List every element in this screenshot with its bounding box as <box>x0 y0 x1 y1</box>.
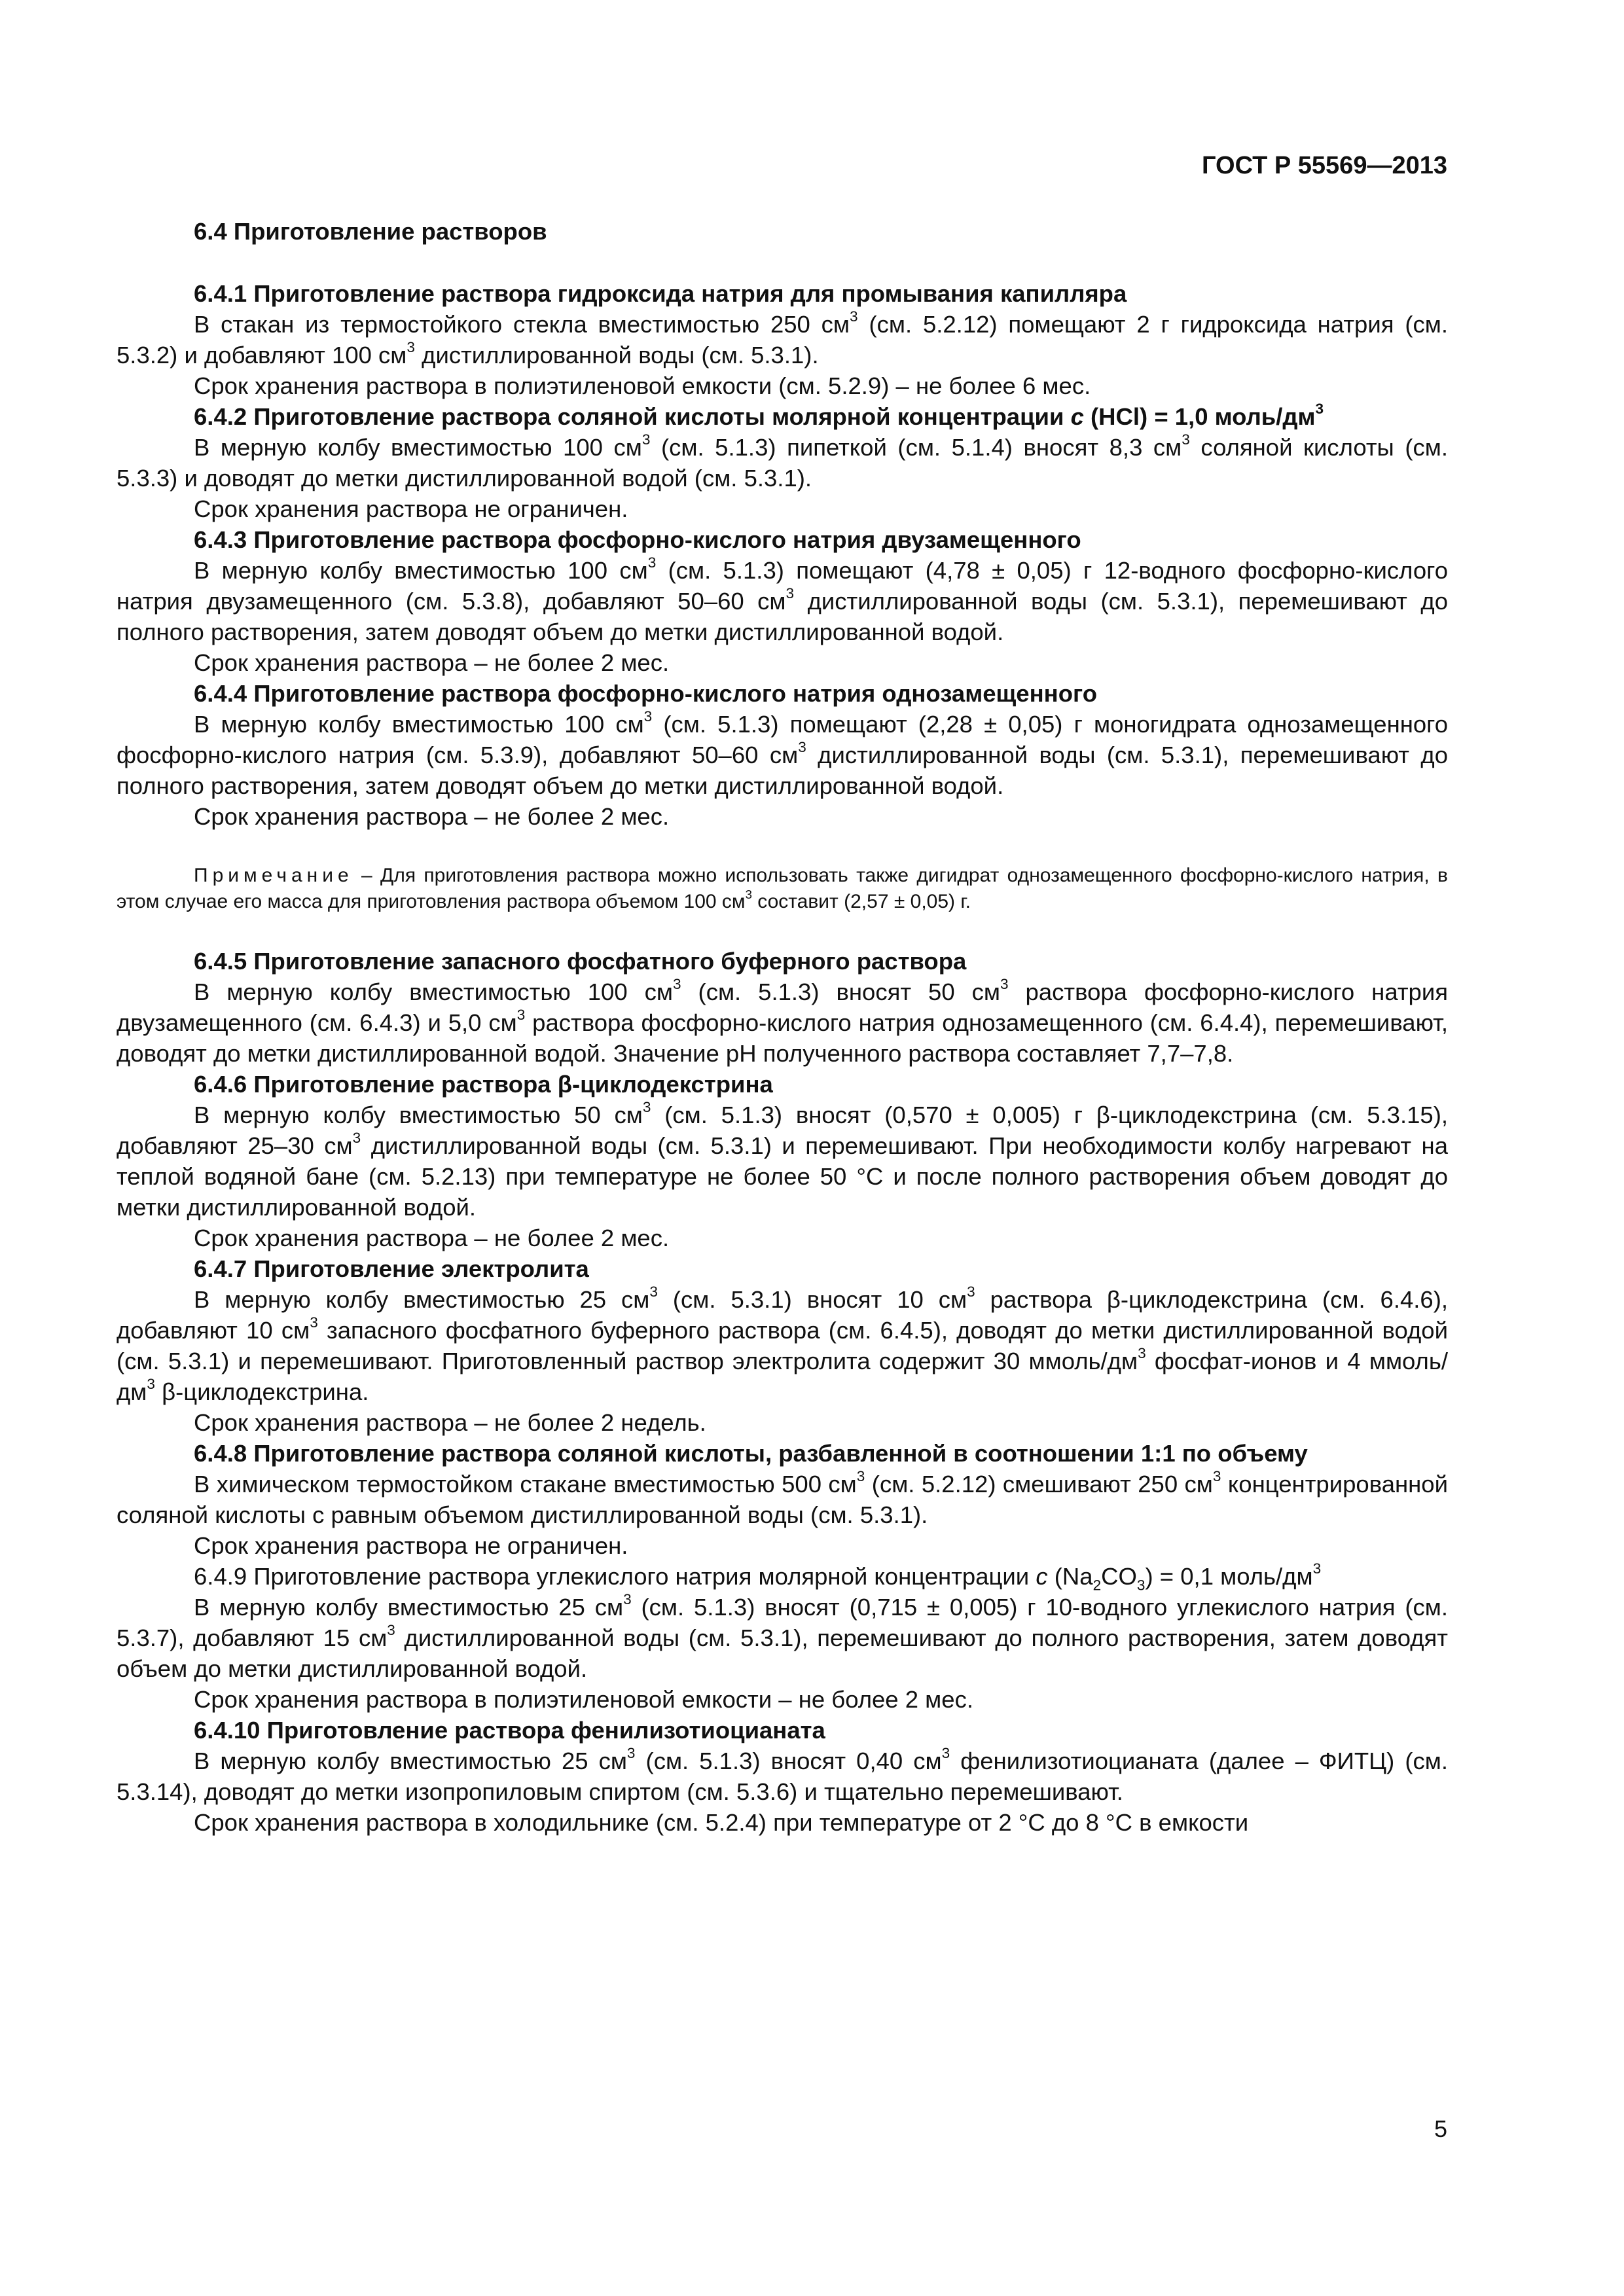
storage-note: Срок хранения раствора в полиэтиленовой емкости – не более 2 мес. <box>194 1686 973 1713</box>
storage-note: Срок хранения раствора не ограничен. <box>194 495 628 522</box>
storage-note: Срок хранения раствора – не более 2 недель. <box>194 1409 706 1436</box>
storage-note: Срок хранения раствора – не более 2 мес. <box>194 649 670 676</box>
note-label: Примечание <box>194 865 353 886</box>
document-code: ГОСТ Р 55569—2013 <box>1202 152 1447 179</box>
paragraph: В мерную колбу вместимостью 100 $см^3$ (см. 5.1.3) вносят 50 $см^3$ раствора фосфорно-кислого натрия двузамещенного (см. 6.4.3) и 5,0 $см^3$ раствора фосфорно-кислого натрия однозамещенного (см. 6.4.4), перемешивают, доводят до метки дистиллированной водой. Значение pH полученного раствора составляет 7,7–7,8. <box>117 976 1448 1067</box>
section-title: 6.4 Приготовление растворов <box>194 218 547 245</box>
paragraph: В мерную колбу вместимостью 100 $см^3$ (см. 5.1.3) помещают (2,28 ± 0,05) г моногидрата однозамещенного фосфорно-кислого натрия (см. 5.3.9), добавляют 50–60 $см^3$ дистиллированной воды (см. 5.3.1), перемешивают до полного растворения, затем доводят объем до метки дистиллированной водой. <box>117 708 1448 799</box>
subsection-title-6-4-8: 6.4.8 Приготовление раствора соляной кислоты, разбавленной в соотношении 1:1 по объему <box>194 1440 1308 1467</box>
storage-note: Срок хранения раствора – не более 2 мес. <box>194 1225 670 1251</box>
storage-note: Срок хранения раствора – не более 2 мес. <box>194 803 670 830</box>
paragraph: В мерную колбу вместимостью 100 $см^3$ (см. 5.1.3) помещают (4,78 ± 0,05) г 12-водного фосфорно-кислого натрия двузамещенного (см. 5.3.8), добавляют 50–60 $см^3$ дистиллированной воды (см. 5.3.1), перемешивают до полного растворения, затем доводят объем до метки дистиллированной водой. <box>117 554 1448 645</box>
paragraph: В мерную колбу вместимостью 100 $см^3$ (см. 5.1.3) пипеткой (см. 5.1.4) вносят 8,3 $см^3$ соляной кислоты (см. 5.3.3) и доводят до метки дистиллированной водой (см. 5.3.1). <box>117 431 1448 492</box>
paragraph: В мерную колбу вместимостью 50 $см^3$ (см. 5.1.3) вносят (0,570 ± 0,005) г β-циклодекстрина (см. 5.3.15), добавляют 25–30 $см^3$ дистиллированной воды (см. 5.3.1) и перемешивают. При необходимости колбу нагревают на теплой водяной бане (см. 5.2.13) при температуре не более 50 °С и после полного растворения объем доводят до метки дистиллированной водой. <box>117 1099 1449 1221</box>
subsection-title-6-4-7: 6.4.7 Приготовление электролита <box>194 1255 589 1282</box>
document-body <box>117 216 1448 1838</box>
subsection-title-6-4-10: 6.4.10 Приготовление раствора фенилизотиоцианата <box>194 1717 825 1744</box>
subsection-title-6-4-5: 6.4.5 Приготовление запасного фосфатного буферного раствора <box>194 948 967 975</box>
subsection-title-6-4-2: 6.4.2 Приготовление раствора соляной кислоты молярной концентрации c (HCl) = 1,0 моль/$дм^3$ <box>194 401 1324 430</box>
paragraph: В мерную колбу вместимостью 25 $см^3$ (см. 5.3.1) вносят 10 $см^3$ раствора β-циклодекстрина (см. 6.4.6), добавляют 10 $см^3$ запасного фосфатного буферного раствора (см. 6.4.5), доводят до метки дистиллированной водой (см. 5.3.1) и перемешивают. Приготовленный раствор электролита содержит 30 ммоль/$дм^3$ фосфат-ионов и 4 ммоль/$дм^3$ β-циклодекстрина. <box>117 1283 1449 1405</box>
subsection-title-6-4-1: 6.4.1 Приготовление раствора гидроксида натрия для промывания капилляра <box>194 280 1127 307</box>
subsection-title-6-4-3: 6.4.3 Приготовление раствора фосфорно-кислого натрия двузамещенного <box>194 526 1081 553</box>
page-number: 5 <box>1434 2115 1447 2142</box>
storage-note: Срок хранения раствора в холодильнике (см. 5.2.4) при температуре от 2 °С до 8 °С в емкости <box>194 1809 1249 1836</box>
subsection-title-6-4-9: 6.4.9 Приготовление раствора углекислого натрия молярной концентрации c $(Na_2CO_3) = 0,1$ моль/$дм^3$ <box>194 1560 1322 1594</box>
storage-note: Срок хранения раствора не ограничен. <box>194 1532 628 1559</box>
note: Примечание – Для приготовления раствора можно использовать также дигидрат однозамещенного фосфорно-кислого натрия, в этом случае его масса для приготовления раствора объемом 100 $см^3$ составит (2,57 ± 0,05) г. <box>117 865 1448 912</box>
paragraph: В химическом термостойком стакане вместимостью 500 $см^3$ (см. 5.2.12) смешивают 250 $см^3$ концентрированной соляной кислоты с равным объемом дистиллированной воды (см. 5.3.1). <box>117 1468 1448 1528</box>
paragraph: В мерную колбу вместимостью 25 $см^3$ (см. 5.1.3) вносят 0,40 $см^3$ фенилизотиоцианата (далее – ФИТЦ) (см. 5.3.14), доводят до метки изопропиловым спиртом (см. 5.3.6) и тщательно перемешивают. <box>117 1745 1448 1805</box>
storage-note: Срок хранения раствора в полиэтиленовой емкости (см. 5.2.9) – не более 6 мес. <box>194 372 1091 399</box>
subsection-title-6-4-6: 6.4.6 Приготовление раствора β-циклодекстрина <box>194 1071 773 1098</box>
paragraph: В мерную колбу вместимостью 25 $см^3$ (см. 5.1.3) вносят (0,715 ± 0,005) г 10-водного углекислого натрия (см. 5.3.7), добавляют 15 $см^3$ дистиллированной воды (см. 5.3.1), перемешивают до полного растворения, затем доводят объем до метки дистиллированной водой. <box>117 1591 1449 1682</box>
subsection-title-6-4-4: 6.4.4 Приготовление раствора фосфорно-кислого натрия однозамещенного <box>194 680 1098 707</box>
paragraph: В стакан из термостойкого стекла вместимостью 250 $см^3$ (см. 5.2.12) помещают 2 г гидроксида натрия (см. 5.3.2) и добавляют 100 $см^3$ дистиллированной воды (см. 5.3.1). <box>117 308 1448 368</box>
